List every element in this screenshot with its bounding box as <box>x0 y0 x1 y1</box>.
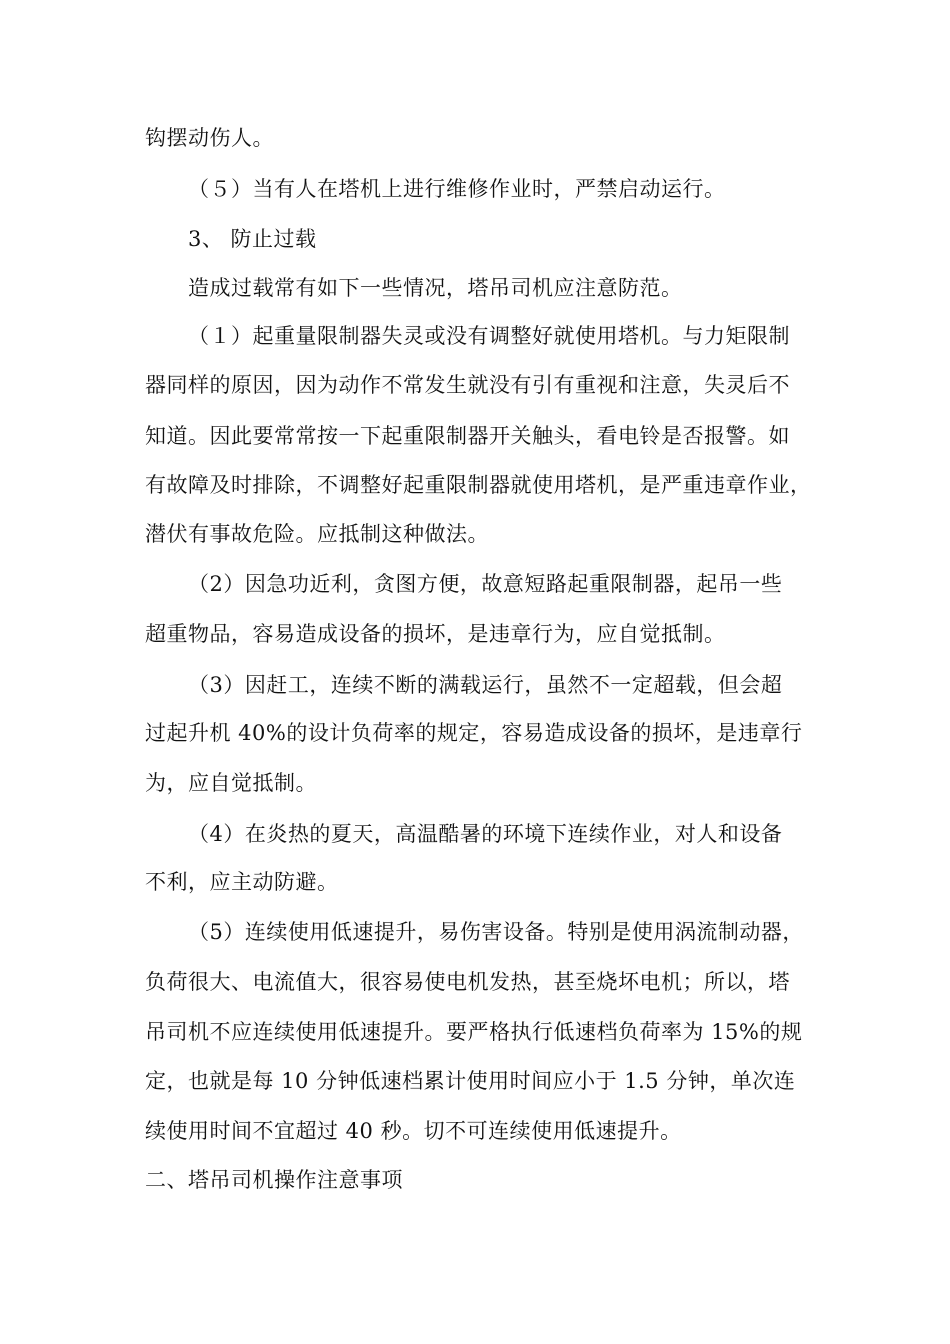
paragraph-line: 为，应自觉抵制。 <box>145 771 317 795</box>
section-heading: 二、塔吊司机操作注意事项 <box>145 1168 403 1192</box>
section-heading: 3、 防止过载 <box>188 227 317 251</box>
paragraph-line: 知道。因此要常常按一下起重限制器开关触头，看电铃是否报警。如 <box>145 424 790 448</box>
paragraph-line: （１）起重量限制器失灵或没有调整好就使用塔机。与力矩限制 <box>188 324 790 348</box>
paragraph-line: 不利，应主动防避。 <box>145 870 339 894</box>
paragraph-line: 潜伏有事故危险。应抵制这种做法。 <box>145 522 489 546</box>
paragraph-line: （4）在炎热的夏天，高温酷暑的环境下连续作业，对人和设备 <box>188 822 783 846</box>
paragraph-line: 续使用时间不宜超过 40 秒。切不可连续使用低速提升。 <box>145 1119 682 1143</box>
paragraph-line: （5）连续使用低速提升，易伤害设备。特别是使用涡流制动器， <box>188 920 804 944</box>
paragraph-line: 钩摆动伤人。 <box>145 126 274 150</box>
paragraph-line: 造成过载常有如下一些情况，塔吊司机应注意防范。 <box>188 276 683 300</box>
paragraph-line: （2）因急功近利，贪图方便，故意短路起重限制器，起吊一些 <box>188 572 783 596</box>
paragraph-line: 器同样的原因，因为动作不常发生就没有引有重视和注意，失灵后不 <box>145 373 790 397</box>
paragraph-line: （3）因赶工，连续不断的满载运行，虽然不一定超载，但会超 <box>188 673 783 697</box>
paragraph-line: 过起升机 40%的设计负荷率的规定，容易造成设备的损坏，是违章行 <box>145 721 803 745</box>
paragraph-line: 有故障及时排除，不调整好起重限制器就使用塔机，是严重违章作业， <box>145 473 812 497</box>
paragraph-line: 超重物品，容易造成设备的损坏，是违章行为，应自觉抵制。 <box>145 622 726 646</box>
paragraph-line: 吊司机不应连续使用低速提升。要严格执行低速档负荷率为 15%的规 <box>145 1020 803 1044</box>
paragraph-line: 定，也就是每 10 分钟低速档累计使用时间应小于 1.5 分钟，单次连 <box>145 1069 796 1093</box>
paragraph-line: 负荷很大、电流值大，很容易使电机发热，甚至烧坏电机；所以，塔 <box>145 970 790 994</box>
paragraph-line: （５）当有人在塔机上进行维修作业时，严禁启动运行。 <box>188 177 726 201</box>
